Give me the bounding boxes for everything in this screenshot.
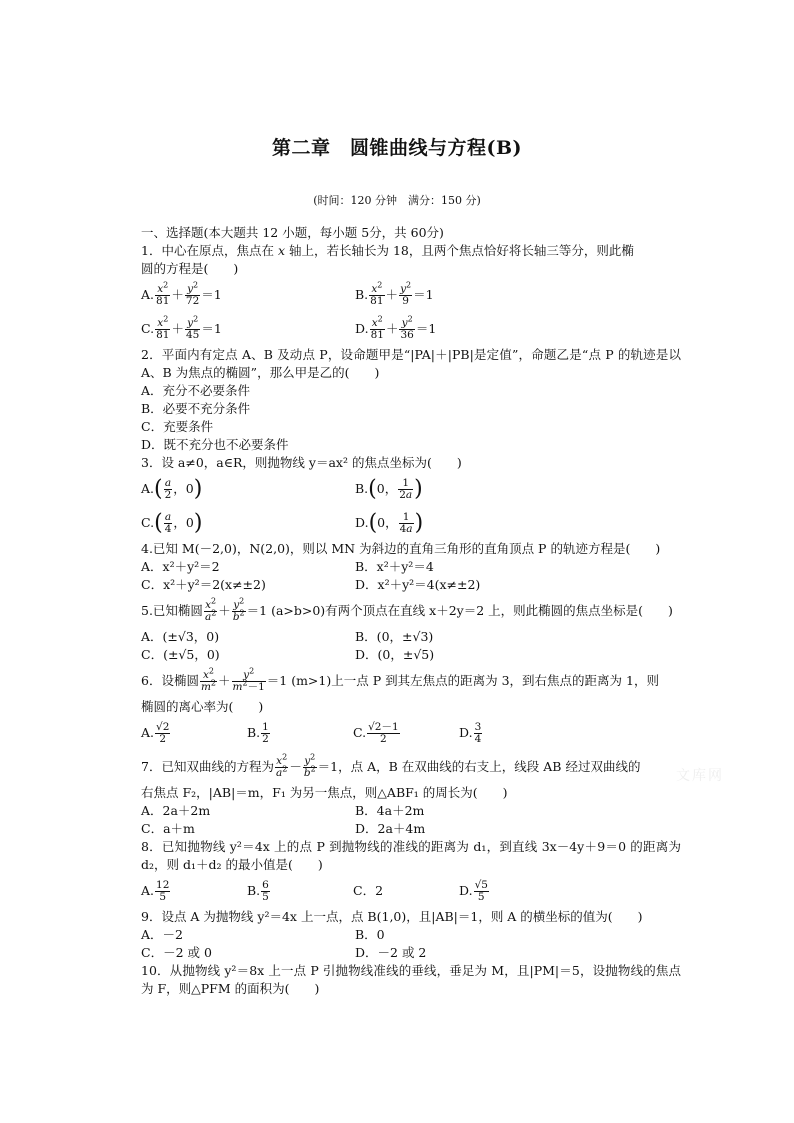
q5-stem: 5.已知椭圆 $\frac{x^2}{a^2}$ ＋ $\frac{y^2}{b^2}$ ＝1 (a>b>0)有两个顶点在直线 x＋2y＝2 上，则此椭圆的焦点坐标是( )	[141, 596, 673, 623]
q5-option-c: C．(±√5，0)	[141, 647, 220, 662]
q5-option-d: D．(0，±√5)	[355, 647, 435, 662]
q2-option-c: C．充要条件	[141, 419, 214, 434]
q5-option-b: B．(0，±√3)	[355, 629, 434, 644]
page-title: 第二章 圆锥曲线与方程(B)	[271, 137, 523, 159]
q4-options-row1	[141, 558, 681, 576]
q6-stem-cont: 椭圆的离心率为( )	[141, 699, 264, 714]
q1-options-row2	[141, 312, 681, 346]
q1-option-b: B. $\frac{x^2}{81}$ ＋ $\frac{y^2}{9}$ ＝1	[355, 280, 434, 307]
q3-option-b: B.(0， $\frac{1}{2a}$ )	[355, 476, 423, 501]
q1-option-c: C. $\frac{x^2}{81}$ ＋ $\frac{y^2}{45}$ ＝1	[141, 314, 222, 341]
q6-option-a: A. $\frac{√2}{2}$	[141, 720, 170, 745]
q8-option-a: A. $\frac{12}{5}$	[141, 878, 170, 903]
q3-option-a: A.( $\frac{a}{2}$ ，0)	[141, 476, 203, 501]
watermark: 文库网	[676, 768, 724, 784]
q2-stem: 2．平面内有定点 A、B 及动点 P，设命题甲是“|PA|＋|PB|是定值”，命题乙是“点 P 的轨迹是以 A、B 为焦点的椭圆”，那么甲是乙的( )	[141, 347, 681, 380]
q3-option-c: C.( $\frac{a}{4}$ ，0)	[141, 510, 203, 535]
q1-stem-cont: 圆的方程是( )	[141, 261, 239, 276]
q7-option-c: C．a＋m	[141, 821, 195, 836]
q7-options-row2	[141, 820, 681, 838]
q4-option-a: A．x²＋y²＝2	[141, 559, 220, 574]
q4-option-d: D．x²＋y²＝4(x≠±2)	[355, 577, 481, 592]
q9-options-row2	[141, 944, 681, 962]
exam-meta: (时间：120 分钟 满分：150 分)	[313, 194, 481, 207]
q10-stem: 10．从抛物线 y²＝8x 上一点 P 引抛物线准线的垂线，垂足为 M，且|PM|＝5，设抛物线的焦点为 F，则△PFM 的面积为( )	[141, 963, 681, 996]
q5-option-a: A．(±√3，0)	[141, 629, 220, 644]
q5-options-row2	[141, 646, 681, 664]
q8-option-c: C．2	[353, 883, 384, 898]
q4-option-c: C．x²＋y²＝2(x≠±2)	[141, 577, 266, 592]
q1-options-row1	[141, 278, 681, 312]
q4-option-b: B．x²＋y²＝4	[355, 559, 434, 574]
q4-stem: 4.已知 M(－2,0)，N(2,0)，则以 MN 为斜边的直角三角形的直角顶点 P 的轨迹方程是( )	[141, 541, 661, 556]
q1-option-a: A. $\frac{x^2}{81}$ ＋ $\frac{y^2}{72}$ ＝1	[141, 280, 222, 307]
q3-stem: 3．设 a≠0，a∈R，则抛物线 y＝ax² 的焦点坐标为( )	[141, 455, 462, 470]
question-list	[141, 224, 681, 998]
q5-options-row1	[141, 628, 681, 646]
q8-option-b: B. $\frac{6}{5}$	[247, 878, 269, 903]
q3-options-row1	[141, 472, 681, 506]
q7-stem-cont: 右焦点 F₂，|AB|＝m，F₁ 为另一焦点，则△ABF₁ 的周长为( )	[141, 785, 508, 800]
q9-option-b: B．0	[355, 927, 385, 942]
q9-option-a: A．－2	[141, 927, 183, 942]
q6-options	[141, 716, 681, 750]
q8-stem: 8．已知抛物线 y²＝4x 上的点 P 到抛物线的准线的距离为 d₁，到直线 3x－4y＋9＝0 的距离为 d₂，则 d₁＋d₂ 的最小值是( )	[141, 839, 681, 872]
q9-option-d: D．－2 或 2	[355, 945, 427, 960]
q8-option-d: D. $\frac{√5}{5}$	[459, 878, 488, 903]
q7-option-a: A．2a＋2m	[141, 803, 211, 818]
q3-option-d: D.(0， $\frac{1}{4a}$ )	[355, 510, 424, 535]
q9-option-c: C．－2 或 0	[141, 945, 212, 960]
q6-option-b: B. $\frac{1}{2}$	[247, 720, 269, 745]
q1-option-d: D. $\frac{x^2}{81}$ ＋ $\frac{y^2}{36}$ ＝1	[355, 314, 437, 341]
q7-option-b: B．4a＋2m	[355, 803, 425, 818]
q9-options-row1	[141, 926, 681, 944]
section-heading: 一、选择题(本大题共 12 小题，每小题 5分，共 60分)	[141, 225, 444, 240]
q1-stem: 1．中心在原点，焦点在 x 轴上，若长轴长为 18，且两个焦点恰好将长轴三等分，则此椭	[141, 243, 634, 258]
q9-stem: 9．设点 A 为抛物线 y²＝4x 上一点，点 B(1,0)，且|AB|＝1，则 A 的横坐标的值为( )	[141, 909, 643, 924]
q2-option-b: B．必要不充分条件	[141, 401, 251, 416]
q6-option-d: D. $\frac{3}{4}$	[459, 720, 482, 745]
q6-stem: 6．设椭圆 $\frac{x^2}{m^2}$ ＋ $\frac{y^2}{m^2-1}$ ＝1 (m>1)上一点 P 到其左焦点的距离为 3，到右焦点的距离为 1，则	[141, 666, 659, 693]
q2-option-d: D．既不充分也不必要条件	[141, 437, 289, 452]
q7-options-row1	[141, 802, 681, 820]
q6-option-c: C. $\frac{√2-1}{2}$	[353, 720, 399, 745]
q3-options-row2	[141, 506, 681, 540]
q2-option-a: A．充分不必要条件	[141, 383, 251, 398]
q7-stem: 7．已知双曲线的方程为 $\frac{x^2}{a^2}$ － $\frac{y^2}{b^2}$ ＝1，点 A，B 在双曲线的右支上，线段 AB 经过双曲线的	[141, 752, 641, 779]
q4-options-row2	[141, 576, 681, 594]
q8-options	[141, 874, 681, 908]
q7-option-d: D．2a＋4m	[355, 821, 426, 836]
